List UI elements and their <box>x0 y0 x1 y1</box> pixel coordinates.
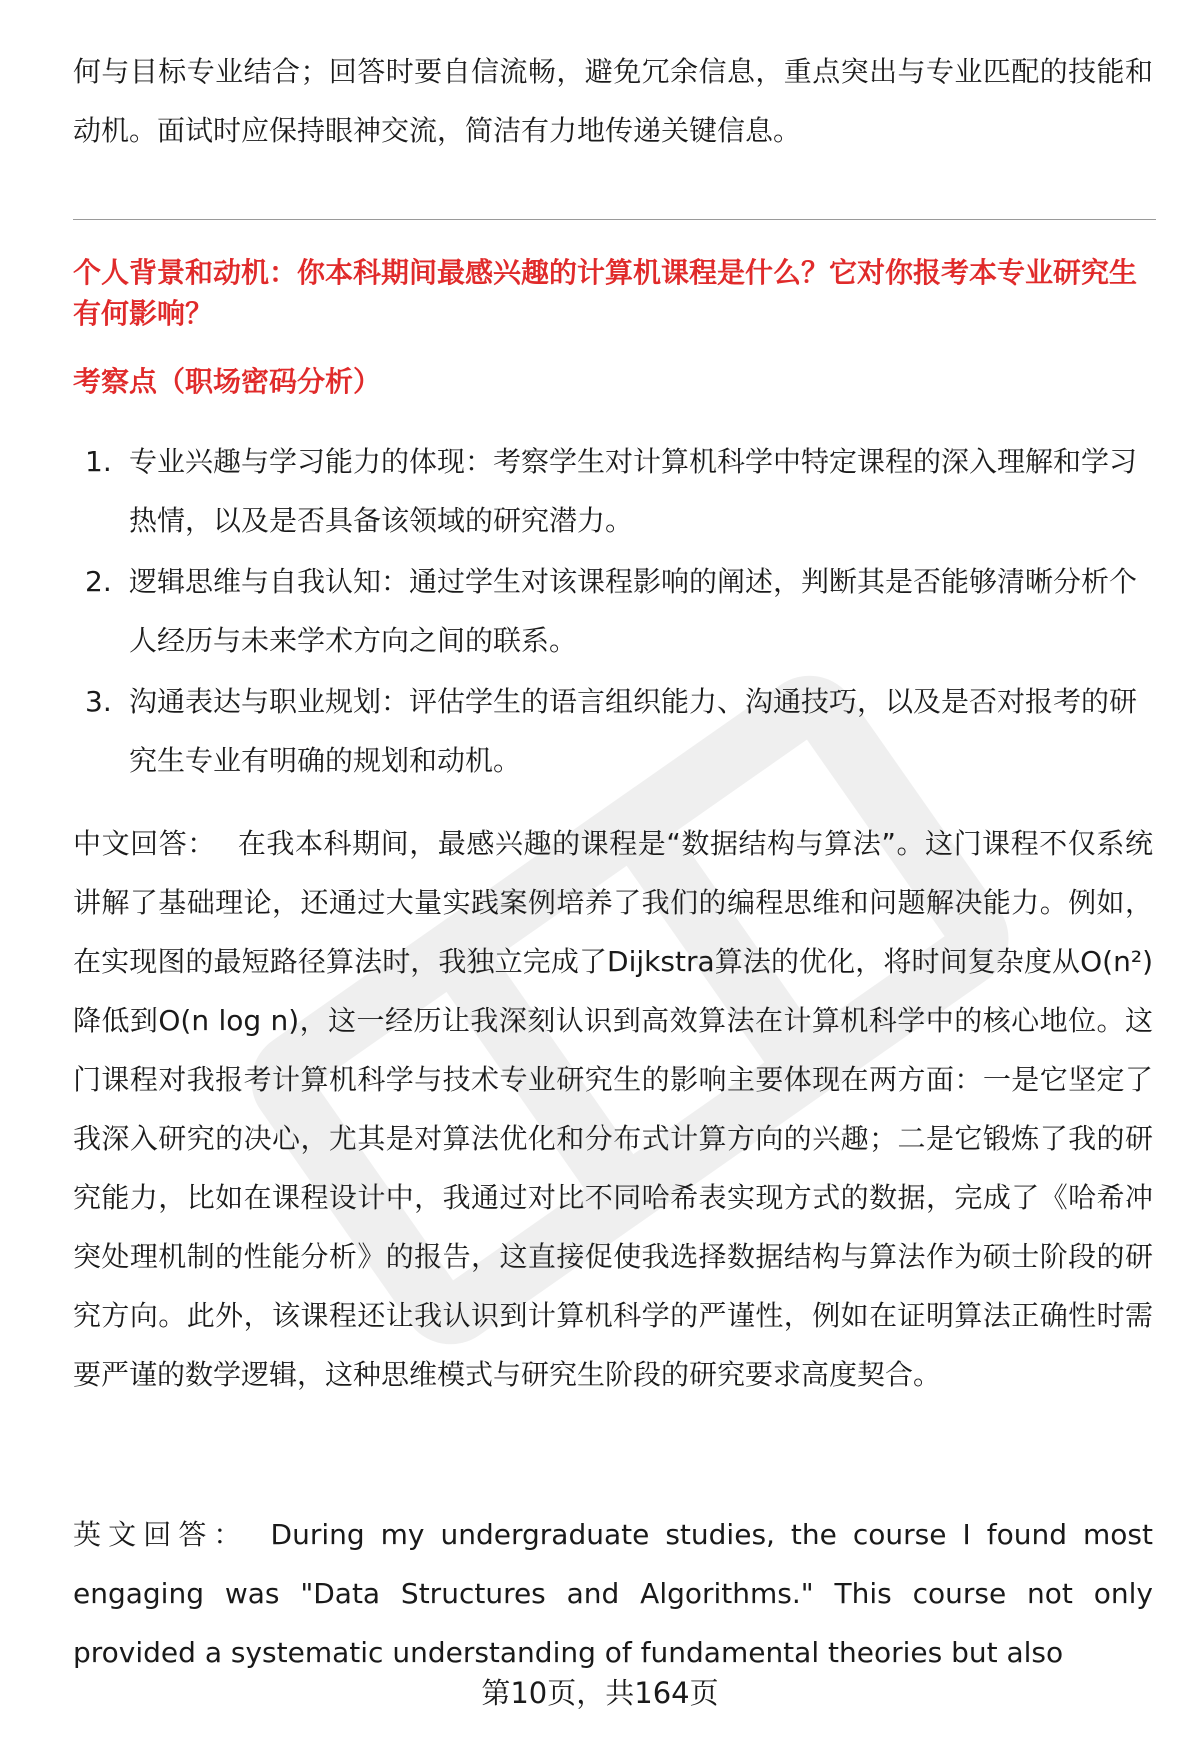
section-divider <box>73 219 1156 220</box>
english-answer-label: 英文回答： <box>73 1518 249 1551</box>
list-item-number: 1. <box>85 445 112 478</box>
intro-paragraph: 何与目标专业结合；回答时要自信流畅，避免冗余信息，重点突出与专业匹配的技能和动机。面试时应保持眼神交流，简洁有力地传递关键信息。 <box>73 55 1153 147</box>
chinese-answer <box>73 814 1153 1404</box>
english-answer-text: During my undergraduate studies, the course I found most engaging was "Data Structures and Algorithms." This course not only provided a systematic understanding of fundamental theories but also <box>73 1518 1153 1669</box>
list-item-number: 2. <box>85 565 112 598</box>
list-item-text: 逻辑思维与自我认知：通过学生对该课程影响的阐述，判断其是否能够清晰分析个人经历与未来学术方向之间的联系。 <box>129 565 1138 657</box>
english-answer <box>73 1505 1153 1682</box>
list-item-text: 专业兴趣与学习能力的体现：考察学生对计算机科学中特定课程的深入理解和学习热情，以及是否具备该领域的研究潜力。 <box>129 445 1138 537</box>
chinese-answer-text: 在我本科期间，最感兴趣的课程是“数据结构与算法”。这门课程不仅系统讲解了基础理论，还通过大量实践案例培养了我们的编程思维和问题解决能力。例如，在实现图的最短路径算法时，我独立完成了Dijkstra算法的优化，将时间复杂度从O(n²)降低到O(n log n)，这一经历让我深刻认识到高效算法在计算机科学中的核心地位。这门课程对我报考计算机科学与技术专业研究生的影响主要体现在两方面：一是它坚定了我深入研究的决心，尤其是对算法优化和分布式计算方向的兴趣；二是它锻炼了我的研究能力，比如在课程设计中，我通过对比不同哈希表实现方式的数据，完成了《哈希冲突处理机制的性能分析》的报告，这直接促使我选择数据结构与算法作为硕士阶段的研究方向。此外，该课程还让我认识到计算机科学的严谨性，例如在证明算法正确性时需要严谨的数学逻辑，这种思维模式与研究生阶段的研究要求高度契合。 <box>73 827 1153 1391</box>
points-heading: 考察点（职场密码分析） <box>73 365 382 398</box>
chinese-answer-label: 中文回答： <box>73 827 216 860</box>
page-number: 第10页，共164页 <box>481 1676 719 1710</box>
points-list <box>73 432 1158 792</box>
question-title: 个人背景和动机：你本科期间最感兴趣的计算机课程是什么？它对你报考本专业研究生有何影响？ <box>73 256 1138 330</box>
list-item <box>73 432 1158 550</box>
list-item <box>73 672 1158 790</box>
list-item-text: 沟通表达与职业规划：评估学生的语言组织能力、沟通技巧，以及是否对报考的研究生专业有明确的规划和动机。 <box>129 685 1138 777</box>
list-item-number: 3. <box>85 685 112 718</box>
list-item <box>73 552 1158 670</box>
